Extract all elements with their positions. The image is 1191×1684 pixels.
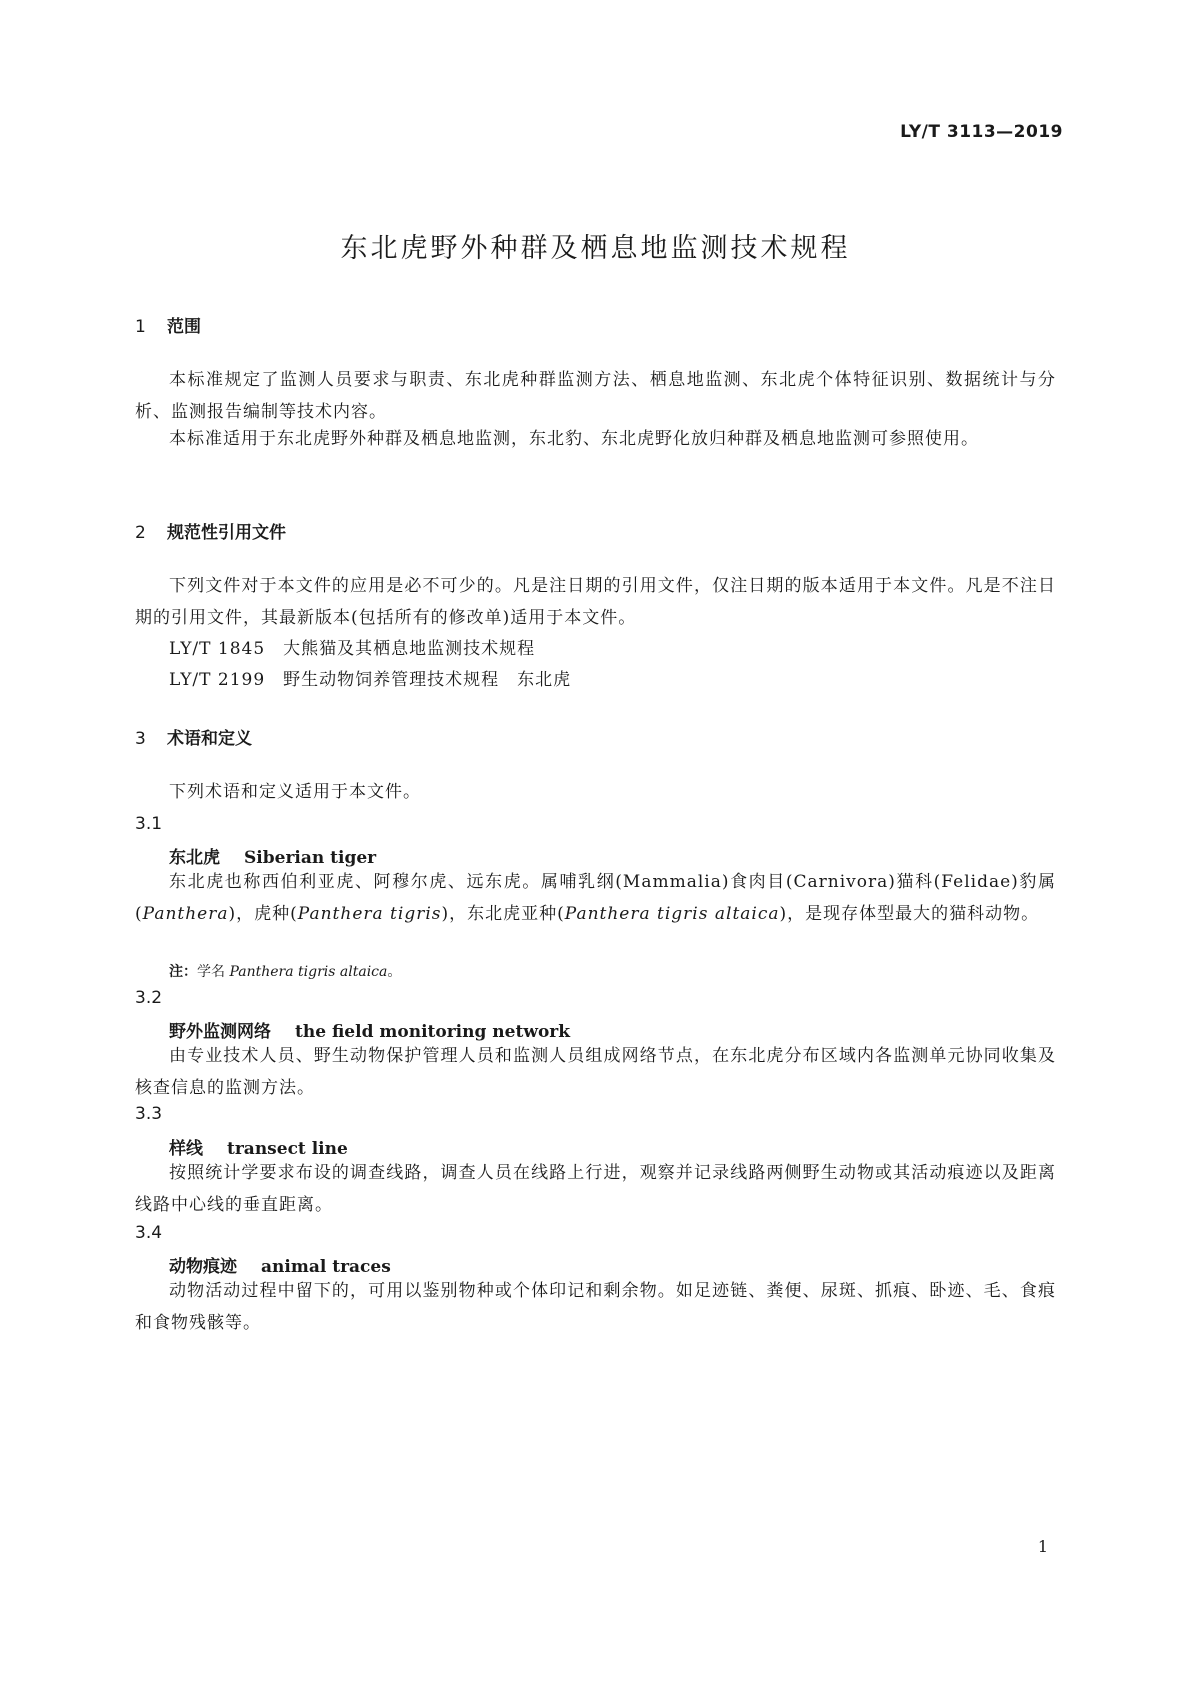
note-label: 注： (169, 964, 197, 980)
section-1-heading (135, 312, 201, 337)
section-title: 规范性引用文件 (167, 523, 286, 543)
term-zh: 东北虎 (169, 848, 220, 868)
reference-title: 野生动物饲养管理技术规程 东北虎 (283, 670, 572, 690)
reference-code: LY/T 2199 (169, 670, 266, 690)
term-zh: 动物痕迹 (169, 1257, 237, 1277)
term-en: Siberian tiger (244, 848, 377, 868)
scientific-name: Panthera (142, 904, 229, 924)
scientific-name: Panthera tigris altaica (229, 964, 388, 980)
term-zh: 野外监测网络 (169, 1022, 271, 1042)
term-heading (169, 1134, 348, 1159)
section-1-paragraph-2: 本标准适用于东北虎野外种群及栖息地监测，东北豹、东北虎野化放归种群及栖息地监测可参照使用。 (169, 429, 979, 449)
term-zh: 样线 (169, 1139, 203, 1159)
term-en: the field monitoring network (295, 1022, 571, 1042)
section-3-heading (135, 724, 252, 749)
term-definition: 东北虎也称西伯利亚虎、阿穆尔虎、远东虎。属哺乳纲(Mammalia)食肉目(Carnivora)猫科(Felidae)豹属(Panthera)，虎种(Panthera tigris)，东北虎亚种(Panthera tigris altaica)，是现存体型最大的猫科动物。 (135, 872, 1056, 924)
term-heading (169, 843, 376, 868)
term-definition: 由专业技术人员、野生动物保护管理人员和监测人员组成网络节点，在东北虎分布区域内各监测单元协同收集及核查信息的监测方法。 (135, 1046, 1056, 1098)
section-2-paragraph-1: 下列文件对于本文件的应用是必不可少的。凡是注日期的引用文件，仅注日期的版本适用于本文件。凡是不注日期的引用文件，其最新版本(包括所有的修改单)适用于本文件。 (135, 576, 1056, 628)
section-title: 术语和定义 (167, 729, 252, 749)
scientific-name: Panthera tigris (297, 904, 442, 924)
document-title: 东北虎野外种群及栖息地监测技术规程 (340, 233, 851, 264)
section-1-paragraph-1: 本标准规定了监测人员要求与职责、东北虎种群监测方法、栖息地监测、东北虎个体特征识别、数据统计与分析、监测报告编制等技术内容。 (135, 370, 1056, 422)
term-definition: 按照统计学要求布设的调查线路，调查人员在线路上行进，观察并记录线路两侧野生动物或其活动痕迹以及距离线路中心线的垂直距离。 (135, 1163, 1056, 1215)
section-number: 1 (135, 317, 146, 337)
term-number: 3.4 (135, 1223, 163, 1243)
term-number: 3.1 (135, 814, 163, 834)
section-number: 3 (135, 729, 146, 749)
section-3-intro: 下列术语和定义适用于本文件。 (169, 782, 421, 802)
term-note: 注：学名 Panthera tigris altaica。 (169, 964, 402, 980)
standard-code: LY/T 3113—2019 (900, 122, 1063, 142)
term-heading (169, 1252, 391, 1277)
term-en: animal traces (261, 1257, 391, 1277)
normative-reference (169, 665, 571, 690)
normative-reference (169, 634, 535, 659)
section-number: 2 (135, 523, 146, 543)
page-number: 1 (1037, 1537, 1048, 1556)
term-definition: 动物活动过程中留下的，可用以鉴别物种或个体印记和剩余物。如足迹链、粪便、尿斑、抓痕、卧迹、毛、食痕和食物残骸等。 (135, 1281, 1056, 1333)
term-heading (169, 1017, 570, 1042)
scientific-name: Panthera tigris altaica (564, 904, 780, 924)
section-title: 范围 (167, 317, 201, 337)
term-en: transect line (227, 1139, 348, 1159)
reference-title: 大熊猫及其栖息地监测技术规程 (283, 639, 536, 659)
term-number: 3.3 (135, 1104, 163, 1124)
term-number: 3.2 (135, 988, 163, 1008)
reference-code: LY/T 1845 (169, 639, 266, 659)
section-2-heading (135, 518, 286, 543)
